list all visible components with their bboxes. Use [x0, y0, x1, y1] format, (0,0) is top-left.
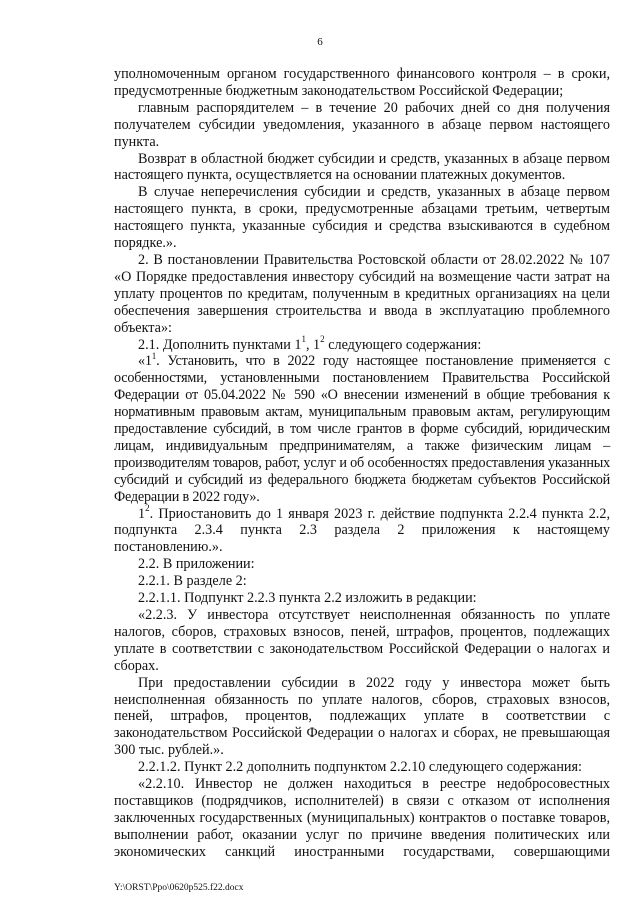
paragraph-clause-1-2: $1^2$. Приостановить до 1 января 2023 г. действие подпункта 2.2.4 пункта 2.2, подпункта 2.3.4 пункта 2.3 раздела 2 приложения к настоящему постановлению.».	[114, 502, 610, 556]
paragraph: 2.2.1. В разделе 2:	[138, 573, 247, 590]
paragraph: «2.2.10. Инвестор не должен находиться в реестре недобросовестных поставщиков (подрядчиков, исполнителей) в связи с отказом от исполнения заключенных государственных (муниципальных) контрактов о поставке товаров, выполнении работ, оказании услуг по причине введения политических или экономических санкций иностранными государствами, совершающими	[114, 776, 610, 860]
paragraph: В случае неперечисления субсидии и средств, указанных в абзаце первом настоящего пункта, в сроки, предусмотренные абзацами третьим, четвертым настоящего пункта, указанные субсидия и средства взыскиваются в судебном порядке.».	[114, 184, 610, 252]
paragraph-supplement-clauses: 2.1. Дополнить пунктами $1^1$, $1^2$ следующего содержания:	[138, 333, 482, 353]
paragraph: «2.2.3. У инвестора отсутствует неисполненная обязанность по уплате налогов, сборов, страховых взносов, пеней, штрафов, процентов, подлежащих уплате в соответствии с законодательством Российской Федерации о налогах и сборах.	[114, 607, 610, 674]
paragraph: 2.2. В приложении:	[138, 556, 255, 573]
footer-file-path: Y:\ORST\Ppo\0620p525.f22.docx	[114, 883, 244, 893]
paragraph: Возврат в областной бюджет субсидии и средств, указанных в абзаце первом настоящего пункта, осуществляется на основании платежных документов.	[114, 150, 610, 184]
paragraph: 2. В постановлении Правительства Ростовской области от 28.02.2022 № 107 «О Порядке предоставления инвестору субсидий на возмещение части затрат на уплату процентов по кредитам, полученным в кредитных организациях на цели обеспечения завершения строительства и ввода в эксплуатацию проблемного объекта»:	[114, 251, 610, 336]
paragraph: При предоставлении субсидии в 2022 году у инвестора может быть неисполненная обязанность по уплате налогов, сборов, страховых взносов, пеней, штрафов, процентов, подлежащих уплате в соответствии с законодательством Российской Федерации о налогах и сборах, не превышающая 300 тыс. рублей.».	[114, 674, 610, 759]
page-number: 6	[317, 36, 323, 48]
paragraph: уполномоченным органом государственного финансового контроля – в сроки, предусмотренные бюджетным законодательством Российской Федерации;	[114, 66, 610, 99]
paragraph-clause-1-1: «$1^1$. Установить, что в 2022 году настоящее постановление применяется с особенностями, установленными постановлением Правительства Российской Федерации от 05.04.2022 № 590 «О внесении изменений в общие требования к нормативным правовым актам, муниципальным правовым актам, регулирующим предоставление субсидий, в том числе грантов в форме субсидий, юридическим лицам, индивидуальным предпринимателям, а также физическим лицам – производителям товаров, работ, услуг и об особенностях предоставления указанных субсидий и субсидий из федерального бюджета бюджетам субъектов Российской Федерации в 2022 году».	[114, 350, 610, 505]
paragraph: 2.2.1.1. Подпункт 2.2.3 пункта 2.2 изложить в редакции:	[138, 590, 477, 607]
paragraph: 2.2.1.2. Пункт 2.2 дополнить подпунктом 2.2.10 следующего содержания:	[138, 759, 582, 776]
paragraph: главным распорядителем – в течение 20 рабочих дней со дня получения получателем субсидии уведомления, указанного в абзаце первом настоящего пункта.	[114, 99, 610, 150]
document-body	[114, 66, 610, 861]
